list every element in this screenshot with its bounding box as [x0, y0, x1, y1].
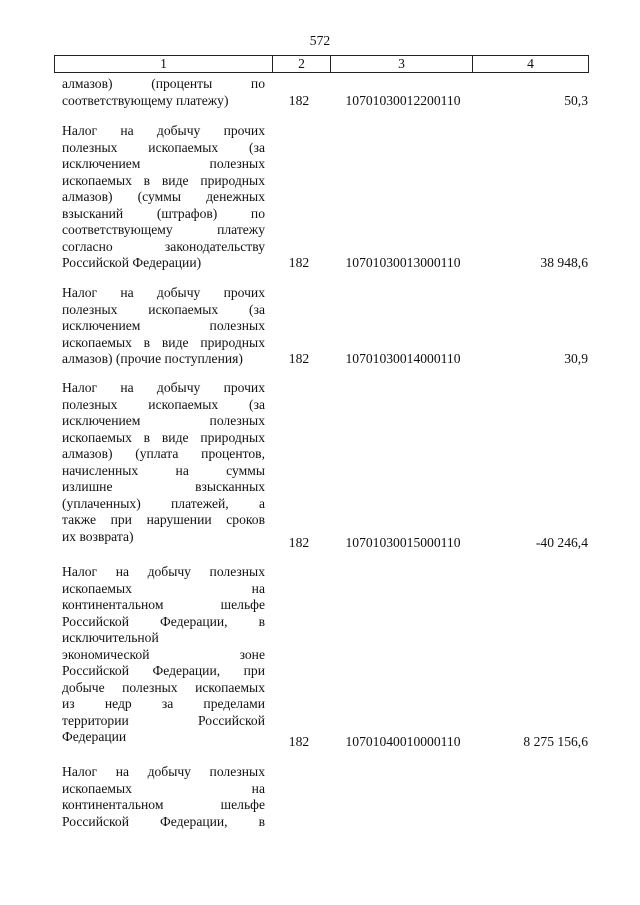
- row-value: -40 246,4: [535, 535, 588, 550]
- row-kbk: 10701040010000110: [345, 734, 461, 749]
- row-code: 182: [288, 734, 310, 749]
- header-col-1: 1: [55, 56, 273, 73]
- row-description: Налог на добычу прочих полезных ископаемых (за исключением полезных ископаемых в виде природных алмазов) (суммы денежных взысканий (штрафов) по соответствующему платежу согласно законодательству Российской Федерации): [62, 123, 265, 270]
- row-value: 8 275 156,6: [523, 734, 588, 749]
- row-code: 182: [288, 535, 310, 550]
- page-number: 572: [309, 33, 331, 48]
- header-col-2: 2: [273, 56, 331, 73]
- row-kbk: 10701030014000110: [345, 351, 461, 366]
- row-kbk: 10701030015000110: [345, 535, 461, 550]
- row-description: Налог на добычу полезных ископаемых на континентальном шельфе Российской Федерации, в: [62, 764, 265, 829]
- header-col-4: 4: [473, 56, 589, 73]
- row-description: Налог на добычу полезных ископаемых на континентальном шельфе Российской Федерации, в исключительной экономической зоне Российской Федерации, при добыче полезных ископаемых из недр за пределами территории Российской Федерации: [62, 564, 265, 744]
- row-value: 50,3: [564, 92, 588, 108]
- row-code: 182: [288, 255, 310, 270]
- row-code: 182: [288, 351, 310, 366]
- row-description: Налог на добычу прочих полезных ископаемых (за исключением полезных ископаемых в виде природных алмазов) (прочие поступления): [62, 285, 265, 366]
- row-description: алмазов) (проценты по соответствующему платежу): [62, 76, 265, 108]
- table-header: [54, 55, 589, 73]
- row-value: 38 948,6: [540, 255, 588, 270]
- row-kbk: 10701030013000110: [345, 255, 461, 270]
- header-col-3: 3: [331, 56, 473, 73]
- row-description: Налог на добычу прочих полезных ископаемых (за исключением полезных ископаемых в виде природных алмазов) (уплата процентов, начисленных на суммы излишне взысканных (уплаченных) платежей, а также при нарушении сроков их возврата): [62, 380, 265, 544]
- row-code: 182: [288, 92, 310, 108]
- row-value: 30,9: [564, 351, 588, 366]
- row-kbk: 10701030012200110: [345, 92, 461, 108]
